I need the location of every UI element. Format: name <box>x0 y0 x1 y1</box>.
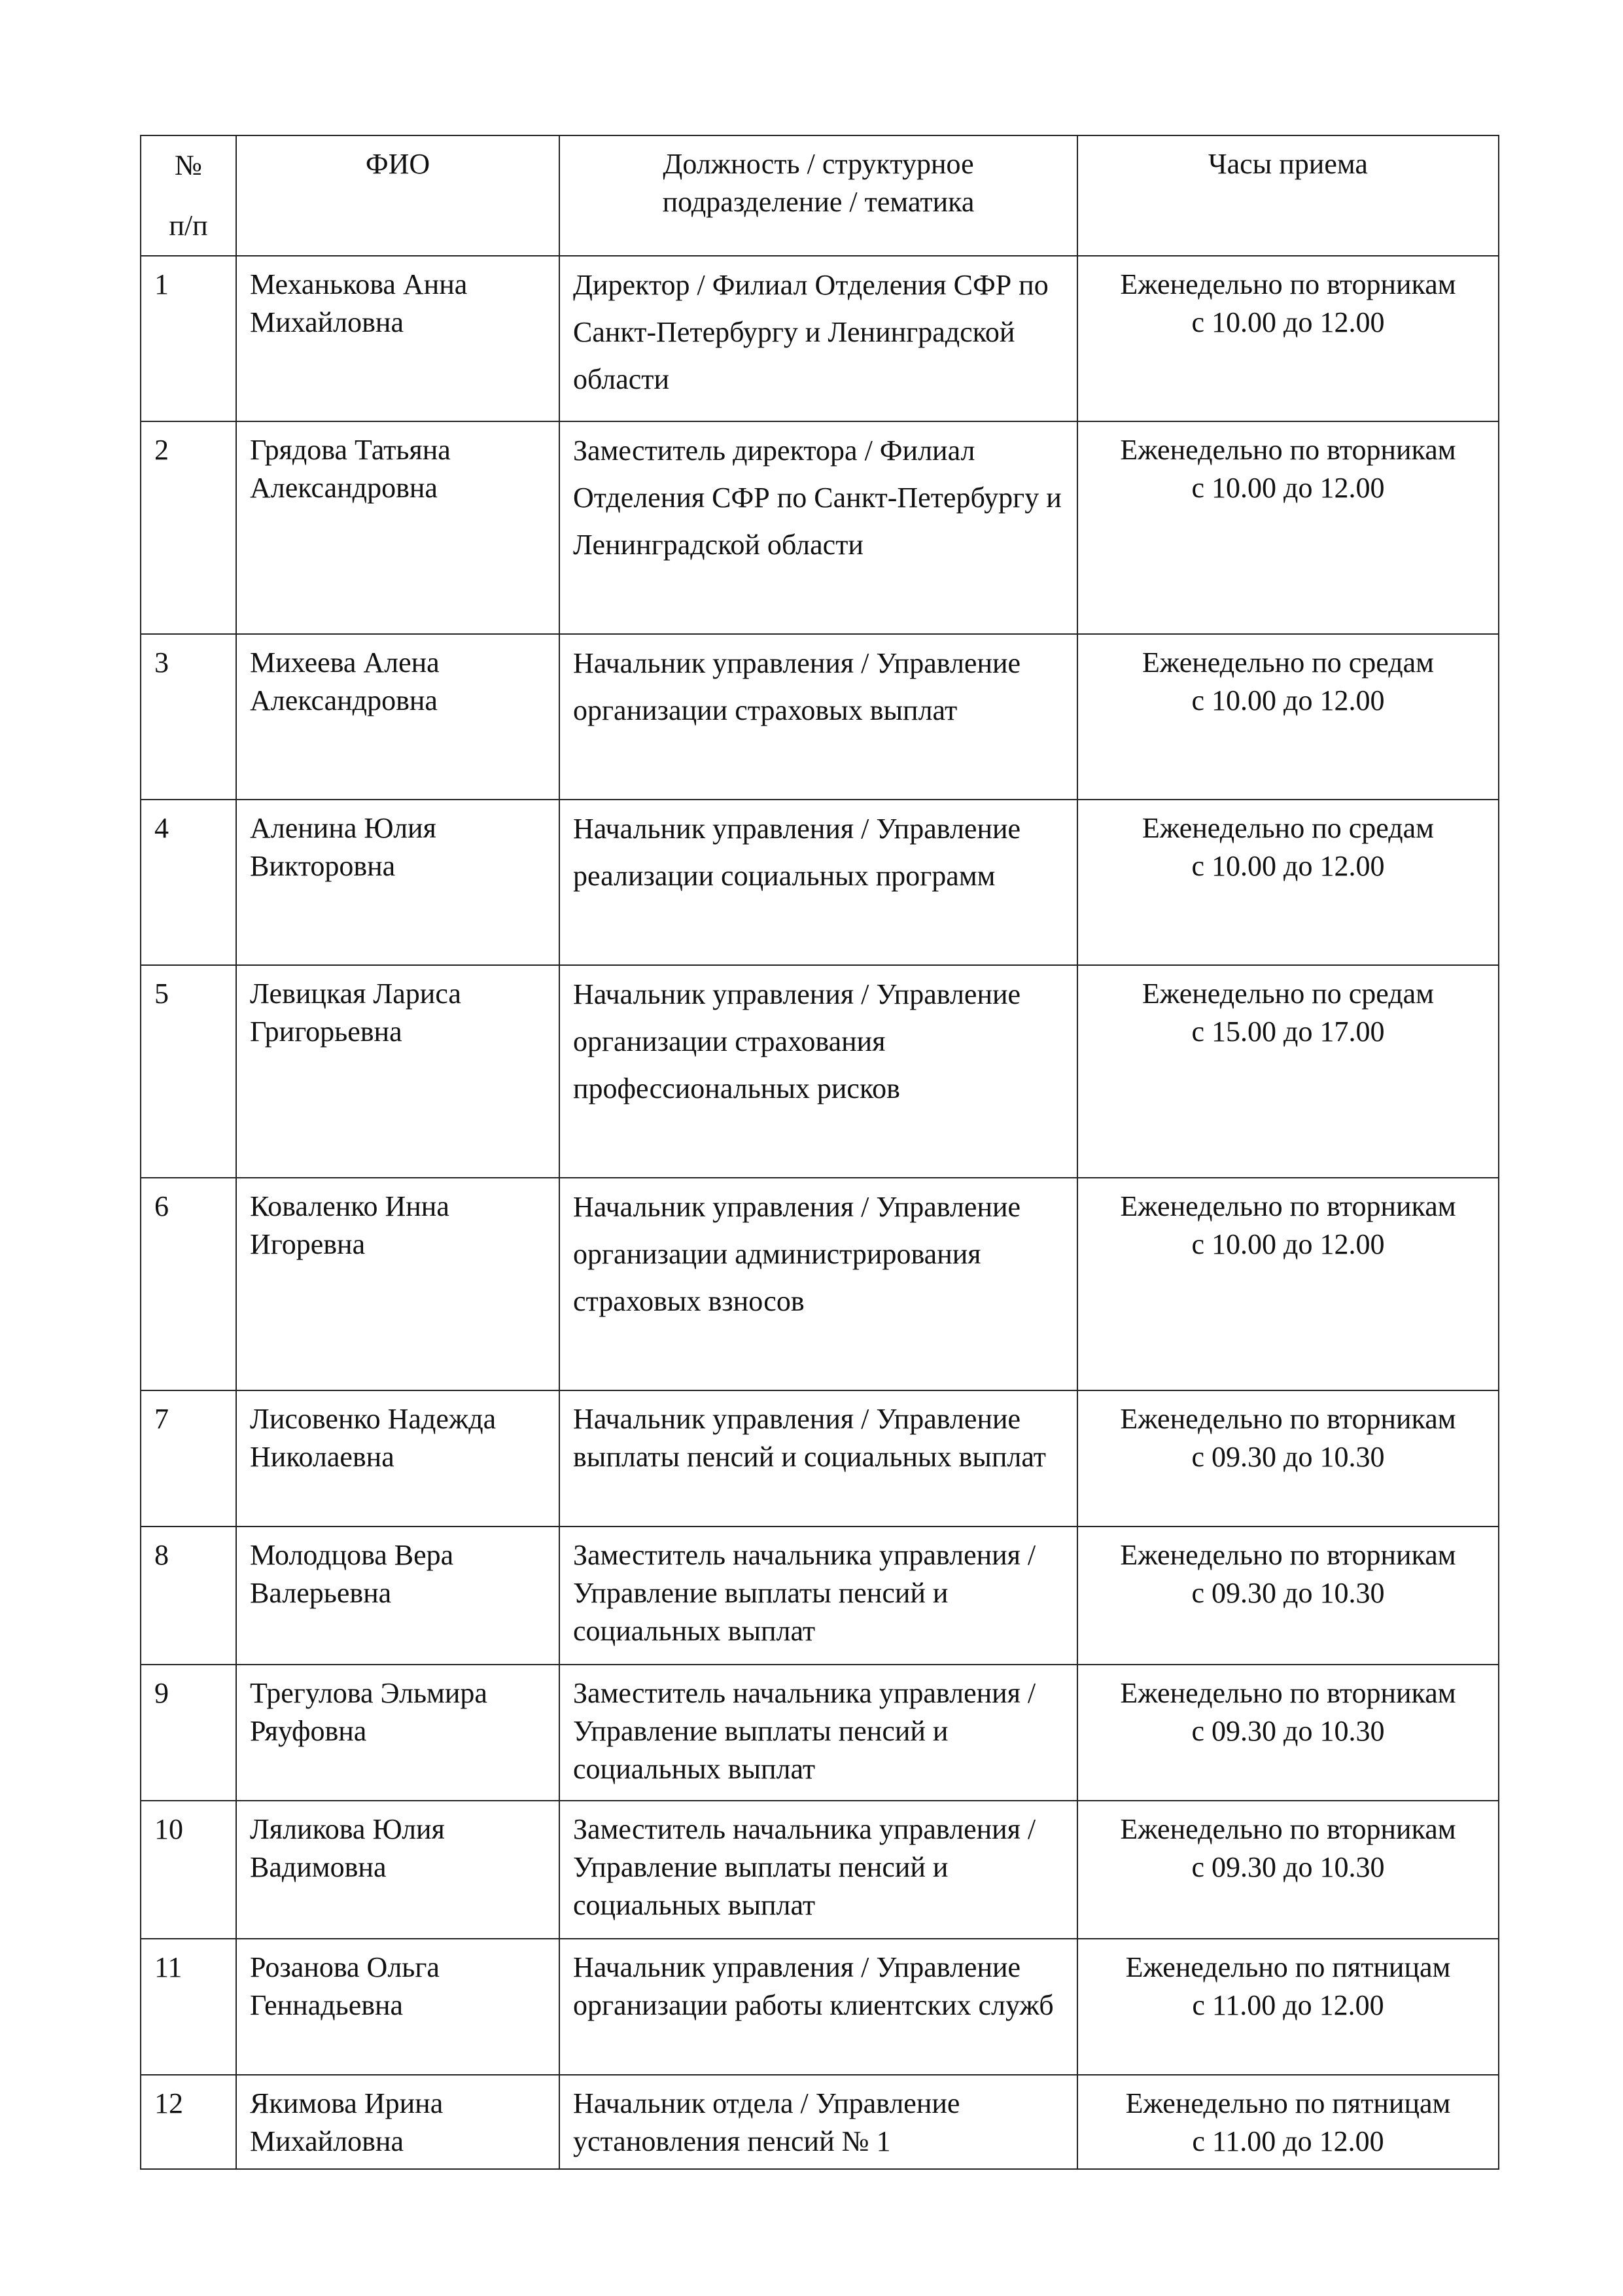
row-position: Начальник управления / Управление организации страхования профессиональных рисков <box>559 965 1077 1178</box>
header-position: Должность / структурное подразделение / тематика <box>559 135 1077 256</box>
row-hours-day: Еженедельно по пятницам <box>1125 2087 1451 2119</box>
row-hours-time: с 10.00 до 12.00 <box>1191 684 1385 716</box>
row-position: Заместитель начальника управления / Управление выплаты пенсий и социальных выплат <box>559 1665 1077 1801</box>
row-full-name: Трегулова Эльмира Ряуфовна <box>236 1665 559 1801</box>
row-reception-hours <box>1077 1939 1499 2075</box>
row-hours-time: с 09.30 до 10.30 <box>1191 1577 1385 1609</box>
row-hours-time: с 15.00 до 17.00 <box>1191 1016 1385 1048</box>
row-hours-time: с 09.30 до 10.30 <box>1191 1715 1385 1747</box>
row-full-name: Розанова Ольга Геннадьевна <box>236 1939 559 2075</box>
row-position: Директор / Филиал Отделения СФР по Санкт-Петербургу и Ленинградской области <box>559 256 1077 421</box>
row-reception-hours <box>1077 965 1499 1178</box>
row-hours-day: Еженедельно по вторникам <box>1120 434 1456 466</box>
header-reception-hours: Часы приема <box>1077 135 1499 256</box>
row-reception-hours <box>1077 1801 1499 1939</box>
row-full-name: Лисовенко Надежда Николаевна <box>236 1390 559 1527</box>
row-full-name: Аленина Юлия Викторовна <box>236 800 559 965</box>
row-number: 4 <box>141 800 236 965</box>
row-number: 10 <box>141 1801 236 1939</box>
row-number: 1 <box>141 256 236 421</box>
row-number: 12 <box>141 2075 236 2169</box>
row-hours-day: Еженедельно по пятницам <box>1125 1951 1451 1983</box>
row-number: 11 <box>141 1939 236 2075</box>
row-hours-day: Еженедельно по средам <box>1142 646 1434 679</box>
row-number: 2 <box>141 421 236 634</box>
row-hours-day: Еженедельно по вторникам <box>1120 1813 1456 1845</box>
row-full-name: Михеева Алена Александровна <box>236 634 559 800</box>
row-reception-hours <box>1077 1390 1499 1527</box>
row-reception-hours <box>1077 421 1499 634</box>
row-position: Начальник управления / Управление выплаты пенсий и социальных выплат <box>559 1390 1077 1527</box>
table-row <box>141 1390 1499 1527</box>
row-full-name: Механькова Анна Михайловна <box>236 256 559 421</box>
row-hours-time: с 09.30 до 10.30 <box>1191 1441 1385 1473</box>
header-number <box>141 135 236 256</box>
reception-schedule-table <box>140 135 1499 2170</box>
table-row <box>141 965 1499 1178</box>
row-hours-time: с 11.00 до 12.00 <box>1192 2125 1384 2157</box>
row-reception-hours <box>1077 256 1499 421</box>
table-row <box>141 634 1499 800</box>
header-full-name: ФИО <box>236 135 559 256</box>
row-hours-day: Еженедельно по вторникам <box>1120 1539 1456 1571</box>
row-full-name: Молодцова Вера Валерьевна <box>236 1527 559 1665</box>
row-hours-day: Еженедельно по средам <box>1142 812 1434 844</box>
row-hours-time: с 10.00 до 12.00 <box>1191 472 1385 504</box>
row-number: 8 <box>141 1527 236 1665</box>
header-number-abbrev: п/п <box>169 209 208 241</box>
row-position: Начальник управления / Управление организации работы клиентских служб <box>559 1939 1077 2075</box>
row-full-name: Ляликова Юлия Вадимовна <box>236 1801 559 1939</box>
row-hours-time: с 10.00 до 12.00 <box>1191 850 1385 882</box>
row-hours-time: с 10.00 до 12.00 <box>1191 306 1385 338</box>
row-number: 3 <box>141 634 236 800</box>
row-full-name: Грядова Татьяна Александровна <box>236 421 559 634</box>
row-full-name: Коваленко Инна Игоревна <box>236 1178 559 1390</box>
row-position: Начальник управления / Управление организации страховых выплат <box>559 634 1077 800</box>
table-row <box>141 421 1499 634</box>
row-reception-hours <box>1077 2075 1499 2169</box>
table-row <box>141 1665 1499 1801</box>
row-reception-hours <box>1077 1527 1499 1665</box>
row-position: Начальник управления / Управление реализации социальных программ <box>559 800 1077 965</box>
row-position: Заместитель директора / Филиал Отделения СФР по Санкт-Петербургу и Ленинградской области <box>559 421 1077 634</box>
row-position: Заместитель начальника управления / Управление выплаты пенсий и социальных выплат <box>559 1801 1077 1939</box>
row-hours-time: с 09.30 до 10.30 <box>1191 1851 1385 1883</box>
row-reception-hours <box>1077 800 1499 965</box>
row-position: Начальник управления / Управление организации администрирования страховых взносов <box>559 1178 1077 1390</box>
table-row <box>141 256 1499 421</box>
row-hours-day: Еженедельно по средам <box>1142 978 1434 1010</box>
row-reception-hours <box>1077 1178 1499 1390</box>
row-reception-hours <box>1077 634 1499 800</box>
table-row <box>141 1178 1499 1390</box>
table-row <box>141 1939 1499 2075</box>
header-number-symbol: № <box>175 149 202 181</box>
row-hours-day: Еженедельно по вторникам <box>1120 268 1456 300</box>
row-hours-time: с 10.00 до 12.00 <box>1191 1228 1385 1260</box>
row-full-name: Якимова Ирина Михайловна <box>236 2075 559 2169</box>
table-header-row <box>141 135 1499 256</box>
row-hours-time: с 11.00 до 12.00 <box>1192 1989 1384 2021</box>
row-number: 5 <box>141 965 236 1178</box>
table-row <box>141 1801 1499 1939</box>
table-row <box>141 1527 1499 1665</box>
row-hours-day: Еженедельно по вторникам <box>1120 1403 1456 1435</box>
table-row <box>141 2075 1499 2169</box>
row-full-name: Левицкая Лариса Григорьевна <box>236 965 559 1178</box>
row-position: Начальник отдела / Управление установления пенсий № 1 <box>559 2075 1077 2169</box>
table-row <box>141 800 1499 965</box>
row-reception-hours <box>1077 1665 1499 1801</box>
row-hours-day: Еженедельно по вторникам <box>1120 1190 1456 1222</box>
row-hours-day: Еженедельно по вторникам <box>1120 1677 1456 1709</box>
row-number: 9 <box>141 1665 236 1801</box>
row-number: 6 <box>141 1178 236 1390</box>
document-page <box>140 135 1498 2170</box>
row-position: Заместитель начальника управления / Управление выплаты пенсий и социальных выплат <box>559 1527 1077 1665</box>
row-number: 7 <box>141 1390 236 1527</box>
